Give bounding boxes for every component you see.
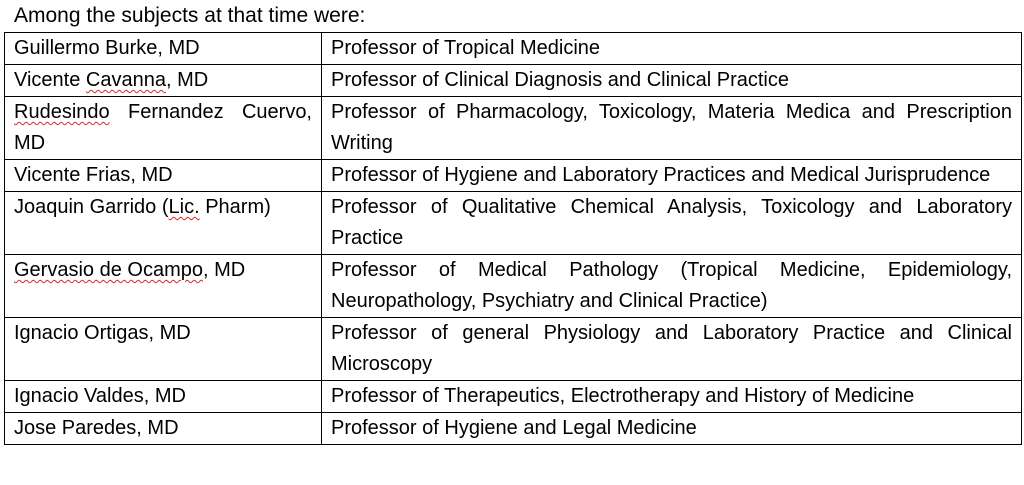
faculty-table	[4, 32, 1022, 445]
intro-text: Among the subjects at that time were:	[14, 4, 366, 27]
faculty-subject: Professor of general Physiology and Laboratory Practice and Clinical Microscopy	[322, 318, 1022, 381]
spellcheck-flagged-word: Rudesindo	[14, 101, 110, 123]
faculty-name	[5, 65, 322, 97]
name-text: Guillermo Burke, MD	[14, 37, 200, 59]
name-text: Jose Paredes, MD	[14, 417, 179, 439]
name-text: Vicente	[14, 69, 86, 91]
name-text: Ignacio Ortigas, MD	[14, 322, 191, 344]
spellcheck-flagged-word: Gervasio de Ocampo	[14, 259, 203, 281]
table-row	[5, 381, 1022, 413]
table-row	[5, 192, 1022, 255]
table-row	[5, 97, 1022, 160]
name-text: , MD	[202, 259, 246, 281]
table-row	[5, 413, 1022, 445]
faculty-subject: Professor of Therapeutics, Electrotherapy and History of Medicine	[322, 381, 1022, 413]
spellcheck-flagged-word: Cavanna	[85, 69, 166, 91]
faculty-name	[5, 318, 322, 381]
table-row	[5, 255, 1022, 318]
faculty-name	[5, 381, 322, 413]
faculty-subject: Professor of Qualitative Chemical Analysis, Toxicology and Laboratory Practice	[322, 192, 1022, 255]
faculty-subject: Professor of Hygiene and Laboratory Practices and Medical Jurisprudence	[322, 160, 1022, 192]
faculty-name	[5, 255, 322, 318]
faculty-subject: Professor of Medical Pathology (Tropical Medicine, Epidemiology, Neuropathology, Psychiatry and Clinical Practice)	[322, 255, 1022, 318]
faculty-name	[5, 97, 322, 160]
table-row	[5, 318, 1022, 381]
table-row	[5, 160, 1022, 192]
name-text: Joaquin Garrido (	[14, 196, 169, 218]
name-text: Ignacio Valdes, MD	[14, 385, 186, 407]
name-text: , MD	[165, 69, 209, 91]
name-text: Pharm)	[199, 196, 271, 218]
name-text: Fernandez Cuervo, MD	[14, 101, 312, 154]
spellcheck-flagged-word: Lic.	[168, 196, 200, 218]
faculty-subject: Professor of Pharmacology, Toxicology, Materia Medica and Prescription Writing	[322, 97, 1022, 160]
faculty-subject: Professor of Hygiene and Legal Medicine	[322, 413, 1022, 445]
faculty-subject: Professor of Tropical Medicine	[322, 33, 1022, 65]
name-text: Vicente Frias, MD	[14, 164, 173, 186]
faculty-name	[5, 160, 322, 192]
faculty-subject: Professor of Clinical Diagnosis and Clinical Practice	[322, 65, 1022, 97]
faculty-name	[5, 33, 322, 65]
table-row	[5, 33, 1022, 65]
faculty-name	[5, 413, 322, 445]
faculty-name	[5, 192, 322, 255]
table-row	[5, 65, 1022, 97]
